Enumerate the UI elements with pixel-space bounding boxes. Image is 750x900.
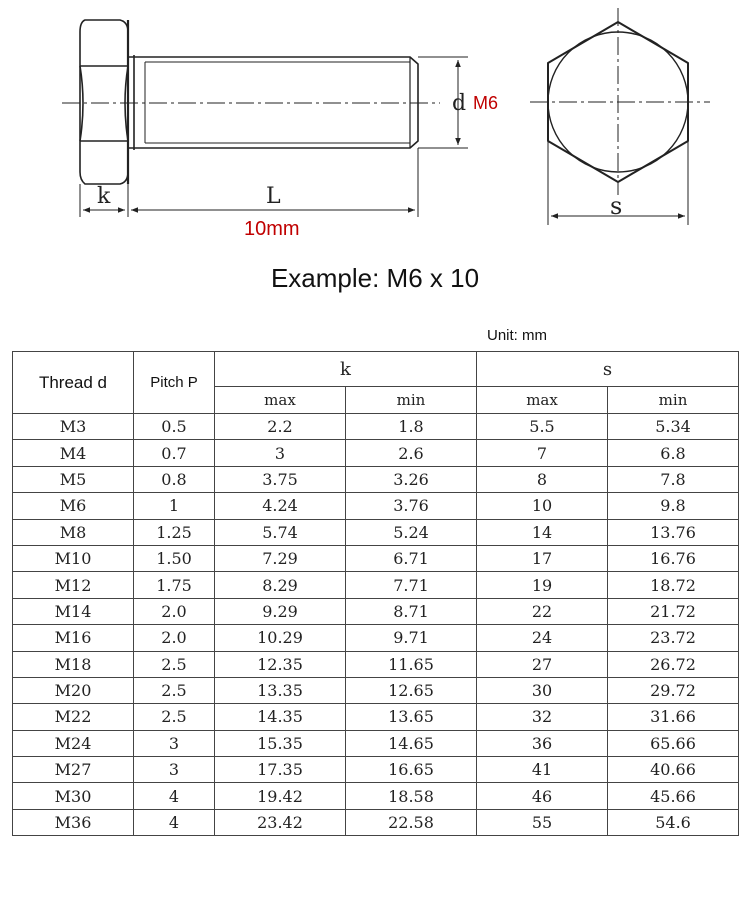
cell-pitch: 2.5 [134,704,215,730]
cell-thread: M12 [13,572,134,598]
table-row [13,730,739,756]
cell-k-max: 3 [215,440,346,466]
cell-s-min: 65.66 [608,730,739,756]
cell-s-max: 10 [477,493,608,519]
cell-pitch: 3 [134,730,215,756]
cell-pitch: 0.7 [134,440,215,466]
cell-s-min: 31.66 [608,704,739,730]
cell-k-max: 2.2 [215,414,346,440]
cell-pitch: 4 [134,783,215,809]
cell-s-max: 5.5 [477,414,608,440]
cell-s-max: 36 [477,730,608,756]
cell-k-max: 5.74 [215,519,346,545]
cell-k-min: 7.71 [346,572,477,598]
table-row [13,493,739,519]
table-row [13,572,739,598]
cell-k-min: 18.58 [346,783,477,809]
cell-k-min: 5.24 [346,519,477,545]
cell-s-min: 45.66 [608,783,739,809]
cell-s-max: 14 [477,519,608,545]
cell-pitch: 1.75 [134,572,215,598]
header-thread: Thread d [13,352,134,414]
cell-k-max: 12.35 [215,651,346,677]
cell-s-min: 5.34 [608,414,739,440]
cell-k-max: 13.35 [215,677,346,703]
cell-pitch: 2.5 [134,651,215,677]
cell-pitch: 1.50 [134,545,215,571]
header-k-min: min [346,387,477,414]
cell-thread: M30 [13,783,134,809]
cell-k-max: 14.35 [215,704,346,730]
header-pitch: Pitch P [134,352,215,414]
cell-s-max: 22 [477,598,608,624]
cell-k-max: 17.35 [215,757,346,783]
bolt-head-side [80,20,134,184]
cell-k-min: 14.65 [346,730,477,756]
cell-k-max: 3.75 [215,466,346,492]
unit-label: Unit: mm [487,327,547,344]
table-row [13,519,739,545]
k-label: k [97,184,111,209]
table-row [13,625,739,651]
cell-k-min: 8.71 [346,598,477,624]
cell-pitch: 2.5 [134,677,215,703]
cell-s-min: 29.72 [608,677,739,703]
cell-s-min: 16.76 [608,545,739,571]
cell-s-max: 32 [477,704,608,730]
cell-pitch: 2.0 [134,598,215,624]
k-L-dimension [80,148,418,217]
cell-s-max: 17 [477,545,608,571]
header-s-max: max [477,387,608,414]
cell-s-min: 21.72 [608,598,739,624]
cell-k-min: 3.76 [346,493,477,519]
cell-k-min: 9.71 [346,625,477,651]
cell-thread: M6 [13,493,134,519]
s-label: s [610,192,623,220]
cell-k-min: 6.71 [346,545,477,571]
table-row [13,757,739,783]
cell-s-max: 30 [477,677,608,703]
d-value-label: M6 [473,93,499,113]
cell-k-min: 12.65 [346,677,477,703]
cell-thread: M14 [13,598,134,624]
cell-thread: M16 [13,625,134,651]
cell-pitch: 3 [134,757,215,783]
L-label: L [266,184,281,209]
cell-k-min: 16.65 [346,757,477,783]
cell-k-max: 23.42 [215,809,346,835]
cell-s-max: 41 [477,757,608,783]
table-row [13,440,739,466]
cell-k-max: 19.42 [215,783,346,809]
cell-k-min: 13.65 [346,704,477,730]
cell-s-min: 23.72 [608,625,739,651]
cell-s-max: 55 [477,809,608,835]
cell-s-min: 54.6 [608,809,739,835]
cell-s-min: 7.8 [608,466,739,492]
cell-pitch: 4 [134,809,215,835]
cell-k-max: 7.29 [215,545,346,571]
cell-pitch: 1.25 [134,519,215,545]
cell-s-min: 40.66 [608,757,739,783]
cell-thread: M5 [13,466,134,492]
cell-k-max: 10.29 [215,625,346,651]
cell-thread: M4 [13,440,134,466]
example-caption: Example: M6 x 10 [270,263,480,293]
header-k: k [215,352,477,387]
cell-thread: M18 [13,651,134,677]
L-value-label: 10mm [244,218,300,240]
cell-k-min: 2.6 [346,440,477,466]
cell-pitch: 0.5 [134,414,215,440]
cell-k-min: 1.8 [346,414,477,440]
table-row [13,598,739,624]
table-row [13,414,739,440]
cell-thread: M27 [13,757,134,783]
cell-thread: M20 [13,677,134,703]
cell-s-min: 26.72 [608,651,739,677]
cell-k-max: 4.24 [215,493,346,519]
cell-s-max: 19 [477,572,608,598]
table-row [13,545,739,571]
cell-s-max: 8 [477,466,608,492]
cell-s-max: 24 [477,625,608,651]
bolt-drawing [0,0,750,250]
cell-k-max: 9.29 [215,598,346,624]
table-body [13,414,739,836]
header-s-min: min [608,387,739,414]
cell-thread: M24 [13,730,134,756]
cell-pitch: 0.8 [134,466,215,492]
table-row [13,704,739,730]
cell-thread: M22 [13,704,134,730]
cell-k-min: 11.65 [346,651,477,677]
hex-head-top [530,8,710,195]
cell-k-min: 22.58 [346,809,477,835]
cell-s-max: 7 [477,440,608,466]
cell-pitch: 1 [134,493,215,519]
cell-s-max: 27 [477,651,608,677]
cell-s-min: 18.72 [608,572,739,598]
table-row [13,809,739,835]
cell-s-min: 13.76 [608,519,739,545]
cell-s-min: 6.8 [608,440,739,466]
cell-s-max: 46 [477,783,608,809]
cell-s-min: 9.8 [608,493,739,519]
header-k-max: max [215,387,346,414]
table-row [13,466,739,492]
d-label: d [452,91,467,116]
cell-thread: M36 [13,809,134,835]
bolt-spec-table [12,351,739,836]
table-row [13,651,739,677]
cell-k-min: 3.26 [346,466,477,492]
cell-thread: M10 [13,545,134,571]
table-row [13,677,739,703]
header-s: s [477,352,739,387]
cell-k-max: 8.29 [215,572,346,598]
table-row [13,783,739,809]
cell-pitch: 2.0 [134,625,215,651]
cell-thread: M3 [13,414,134,440]
cell-thread: M8 [13,519,134,545]
cell-k-max: 15.35 [215,730,346,756]
